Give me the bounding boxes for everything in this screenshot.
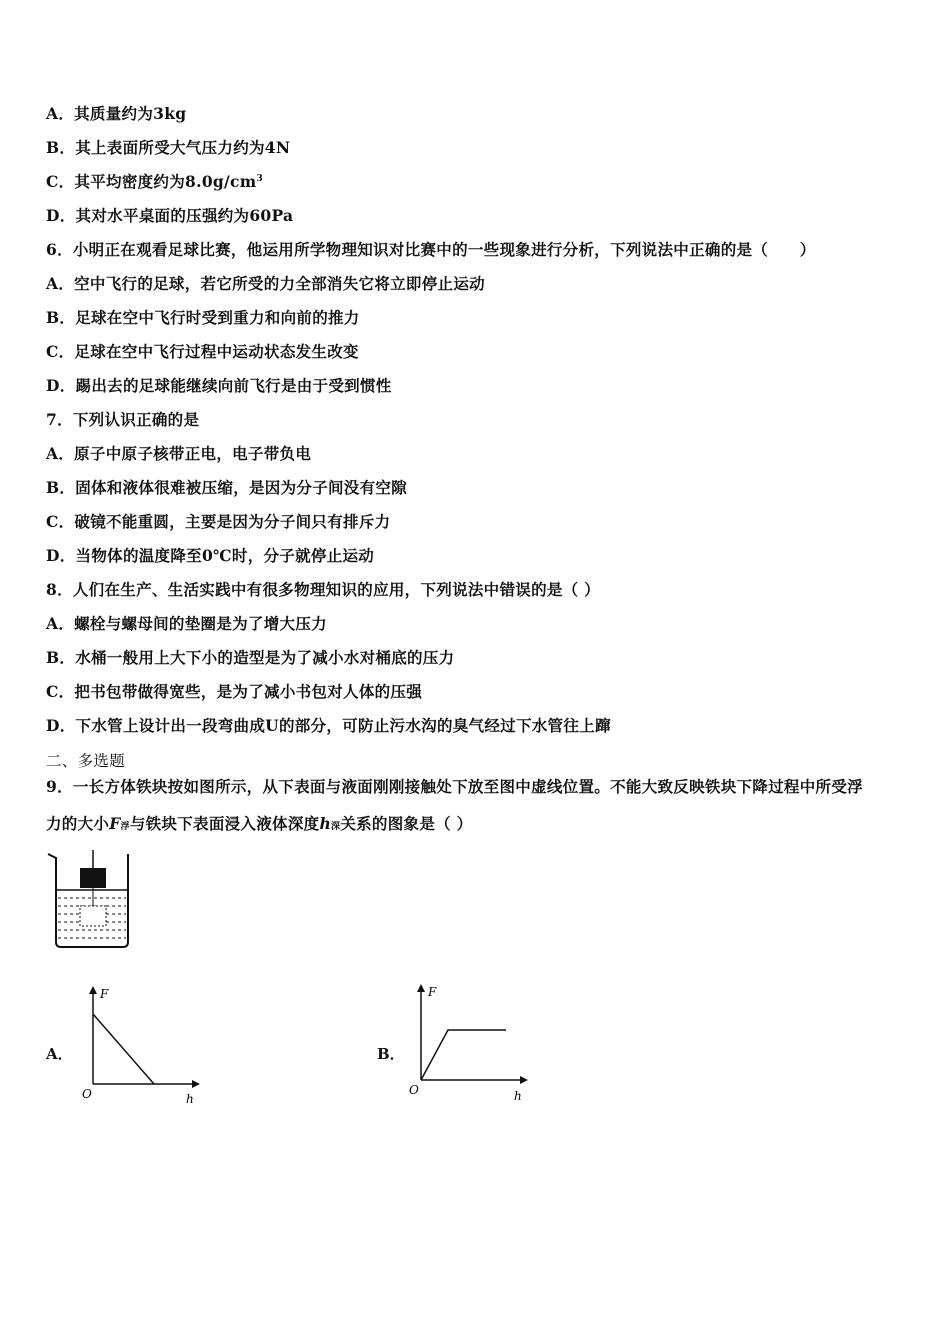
q6-option-a: A．空中飞行的足球，若它所受的力全部消失它将立即停止运动 <box>46 274 485 293</box>
graph-b-origin: O <box>409 1083 419 1097</box>
graph-b-x-label: h <box>514 1089 522 1103</box>
q7-option-d: D．当物体的温度降至0℃时，分子就停止运动 <box>46 546 375 565</box>
graph-a-x-label: h <box>186 1092 194 1106</box>
q6-option-d: D．踢出去的足球能继续向前飞行是由于受到惯性 <box>46 376 392 395</box>
q8-option-a: A．螺栓与螺母间的垫圈是为了增大压力 <box>46 614 327 633</box>
q9-stem-line1: 9．一长方体铁块按如图所示，从下表面与液面刚刚接触处下放至图中虚线位置。不能大致反映铁块下降过程中所受浮 <box>46 777 863 796</box>
q8-option-d: D．下水管上设计出一段弯曲成U的部分，可防止污水沟的臭气经过下水管往上蹿 <box>46 716 611 735</box>
q5-option-d: D．其对水平桌面的压强约为60Pa <box>46 206 294 225</box>
graph-b-y-label: F <box>428 985 437 999</box>
graph-b <box>406 980 542 1104</box>
section-heading: 二、多选题 <box>46 752 126 770</box>
q9-option-b-label: B． <box>377 1045 405 1063</box>
graph-b-line <box>421 1030 506 1080</box>
q7-option-c: C．破镜不能重圆，主要是因为分子间只有排斥力 <box>46 512 391 531</box>
q7-option-b: B．固体和液体很难被压缩，是因为分子间没有空隙 <box>46 478 408 497</box>
beaker-diagram <box>44 850 140 954</box>
q9-stem-line2: 力的大小F浮与铁块下表面浸入液体深度h深关系的图象是（ ） <box>46 814 473 833</box>
graph-a-line <box>93 1014 154 1084</box>
q5-option-b: B．其上表面所受大气压力约为4N <box>46 138 291 157</box>
q6-option-c: C．足球在空中飞行过程中运动状态发生改变 <box>46 342 359 361</box>
graph-a-y-label: F <box>100 987 109 1001</box>
graph-a-origin: O <box>82 1087 92 1101</box>
q9-option-a-label: A． <box>46 1045 73 1063</box>
q6-stem: 6．小明正在观看足球比赛，他运用所学物理知识对比赛中的一些现象进行分析，下列说法中正确的是（ ） <box>46 240 816 259</box>
q8-option-c: C．把书包带做得宽些，是为了减小书包对人体的压强 <box>46 682 423 701</box>
q5-option-c: C．其平均密度约为$8.0g/cm^3$ <box>46 172 264 191</box>
q8-stem: 8．人们在生产、生活实践中有很多物理知识的应用，下列说法中错误的是（ ） <box>46 580 600 599</box>
q7-stem: 7．下列认识正确的是 <box>46 410 200 429</box>
graph-a <box>76 982 212 1106</box>
q7-option-a: A．原子中原子核带正电，电子带负电 <box>46 444 312 463</box>
q5-option-a: A．其质量约为3kg <box>46 104 187 123</box>
q6-option-b: B．足球在空中飞行时受到重力和向前的推力 <box>46 308 360 327</box>
q8-option-b: B．水桶一般用上大下小的造型是为了减小水对桶底的压力 <box>46 648 455 667</box>
